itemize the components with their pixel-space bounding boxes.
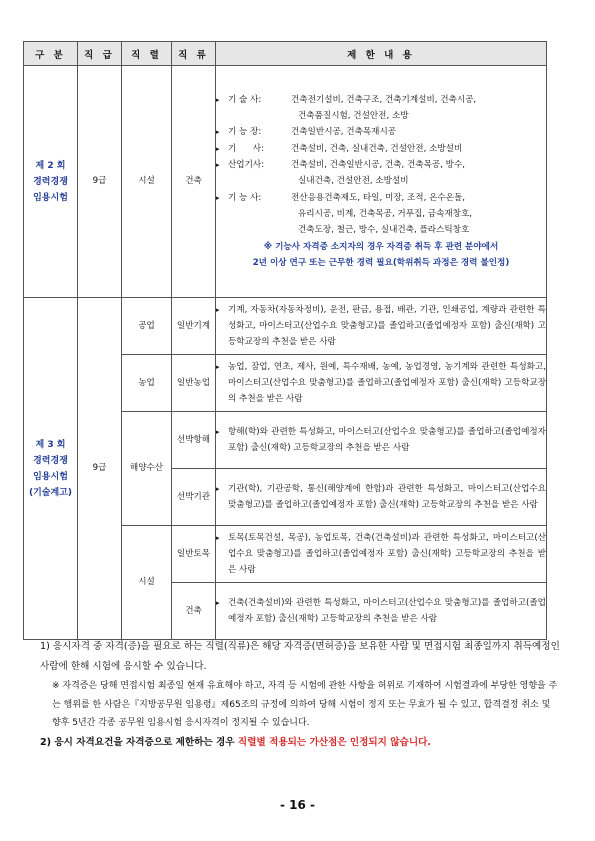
exam3-content: ▸ 기계, 자동차(자동차정비), 운전, 판금, 용접, 배관, 기관, 인쇄공업, 계량과 관련한 특성화고, 마이스터고(산업수요 맞춤형고)를 졸업하고(졸업예정자 포함) 출신(재학) 고등학교장의 추천을 받은 사람 bbox=[216, 298, 547, 355]
header-series: 직 렬 bbox=[122, 42, 172, 66]
exam2-series: 시설 bbox=[122, 66, 172, 298]
header-grade: 직 급 bbox=[78, 42, 122, 66]
bullet-icon: ▸ bbox=[216, 362, 220, 371]
exam3-series: 농업 bbox=[122, 355, 172, 412]
footnote-1: 1) 응시자격 중 자격(증)을 필요로 하는 직렬(직류)은 해당 자격증(면허증)을 보유한 사람 및 면접시험 최종일까지 취득예정인 사람에 한해 시험에 응시할 수 있습니다. bbox=[40, 641, 560, 672]
exam3-content: ▸ 기관(학), 기관공학, 통신(해양계에 한함)과 관련한 특성화고, 마이스터고(산업수요 맞춤형고)를 졸업하고(졸업예정자 포함) 출신(재학) 고등학교장의 추천을 받은 사람 bbox=[216, 469, 547, 526]
list-item: ▸ 기 사: 건축설비, 건축, 실내건축, 건설안전, 소방설비 bbox=[216, 141, 546, 157]
list-item: ▸ 산업기사: 건축설비, 건축일반시공, 건축, 건축목공, 방수, 실내건축, 건설안전, 소방설비 bbox=[216, 157, 546, 190]
exam3-track: 선박항해 bbox=[172, 412, 216, 469]
bullet-icon: ▸ bbox=[216, 161, 220, 170]
exam3-series: 공업 bbox=[122, 298, 172, 355]
list-item: ▸ 기 능 사: 전산응용건축제도, 타일, 미장, 조적, 온수온돌, 유리시공, 비계, 건축목공, 거푸집, 금속재창호, 건축도장, 철근, 방수, 실내건축, 플라스틱창호 bbox=[216, 190, 546, 239]
bullet-icon: ▸ bbox=[216, 144, 220, 153]
bullet-icon: ▸ bbox=[216, 305, 220, 314]
exam3-content: ▸ 항해(학)와 관련한 특성화고, 마이스터고(산업수요 맞춤형고)를 졸업하고(졸업예정자 포함) 출신(재학) 고등학교장의 추천을 받은 사람 bbox=[216, 412, 547, 469]
exam3-group: 제 3 회 경력경쟁 임용시험 (기술계고) bbox=[24, 298, 78, 640]
header-track: 직 류 bbox=[172, 42, 216, 66]
page-number: - 16 - bbox=[279, 798, 315, 812]
bullet-icon: ▸ bbox=[216, 598, 220, 607]
exam3-content: ▸ 건축(건축설비)와 관련한 특성화고, 마이스터고(산업수요 맞춤형고)를 졸업하고(졸업예정자 포함) 출신(재학) 고등학교장의 추천을 받은 사람 bbox=[216, 583, 547, 640]
list-item: ▸ 기 능 장: 건축일반시공, 건축목재시공 bbox=[216, 124, 546, 140]
exam3-track: 일반기계 bbox=[172, 298, 216, 355]
exam3-track: 건축 bbox=[172, 583, 216, 640]
exam2-grade: 9급 bbox=[78, 66, 122, 298]
exam2-group: 제 2 회 경력경쟁 임용시험 bbox=[24, 66, 78, 298]
bullet-icon: ▸ bbox=[216, 95, 220, 104]
footnotes bbox=[40, 637, 560, 753]
exam3-content: ▸ 토목(토목건설, 목공), 농업토목, 건축(건축설비)과 관련한 특성화고, 마이스터고(산업수요 맞춤형고)를 졸업하고(졸업예정자 포함) 출신(재학) 고등학교장의 추천을 받은 사람 bbox=[216, 526, 547, 583]
bullet-icon: ▸ bbox=[216, 533, 220, 542]
exam3-track: 일반토목 bbox=[172, 526, 216, 583]
bullet-icon: ▸ bbox=[216, 427, 220, 436]
exam3-content: ▸ 농업, 잠업, 연초, 제사, 원예, 특수재배, 농예, 농업경영, 농기계와 관련한 특성화고, 마이스터고(산업수요 맞춤형고)를 졸업하고(졸업예정자 포함) 출신(재학) 고등학교장의 추천을 받은 사람 bbox=[216, 355, 547, 412]
header-restriction: 제 한 내 용 bbox=[216, 42, 547, 66]
exam3-grade: 9급 bbox=[78, 298, 122, 640]
exam2-note: ※ 기능사 자격증 소지자의 경우 자격증 취득 후 관련 분야에서 2년 이상 연구 또는 근무한 경력 필요(학위취득 과정은 경력 불인정) bbox=[252, 241, 510, 268]
exam3-track: 일반농업 bbox=[172, 355, 216, 412]
list-item: ▸ 기 술 사: 건축전기설비, 건축구조, 건축기계설비, 건축시공, 건축품질시험, 건설안전, 소방 bbox=[216, 92, 546, 125]
footnote-1-sub: ※ 자격증은 당해 면접시험 최종일 현재 유효해야 하고, 자격 등 시험에 관한 사항을 허위로 기재하여 시험결과에 부당한 영향을 주는 행위를 한 사람은『지방공무원 임용령』제65조의 규정에 의하여 당해 시험이 정지 또는 무효가 될 수 있고, 합격결정 취소 및 향후 5년간 각종 공무원 임용시험 응시자격이 정지될 수 있습니다. bbox=[52, 681, 558, 728]
exam3-row bbox=[24, 298, 547, 355]
bullet-icon: ▸ bbox=[216, 128, 220, 137]
bullet-icon: ▸ bbox=[216, 484, 220, 493]
requirements-table bbox=[23, 41, 547, 640]
footnote-2: 2) 응시 자격요건을 자격증으로 제한하는 경우 직렬별 적용되는 가산점은 인정되지 않습니다. bbox=[40, 736, 432, 748]
header-category: 구 분 bbox=[24, 42, 78, 66]
exam3-series: 해양수산 bbox=[122, 412, 172, 526]
exam2-track: 건축 bbox=[172, 66, 216, 298]
header-row bbox=[24, 42, 547, 66]
exam3-track: 선박기관 bbox=[172, 469, 216, 526]
bullet-icon: ▸ bbox=[216, 193, 220, 202]
exam3-series: 시설 bbox=[122, 526, 172, 640]
exam2-row bbox=[24, 66, 547, 298]
exam2-content bbox=[216, 66, 547, 298]
